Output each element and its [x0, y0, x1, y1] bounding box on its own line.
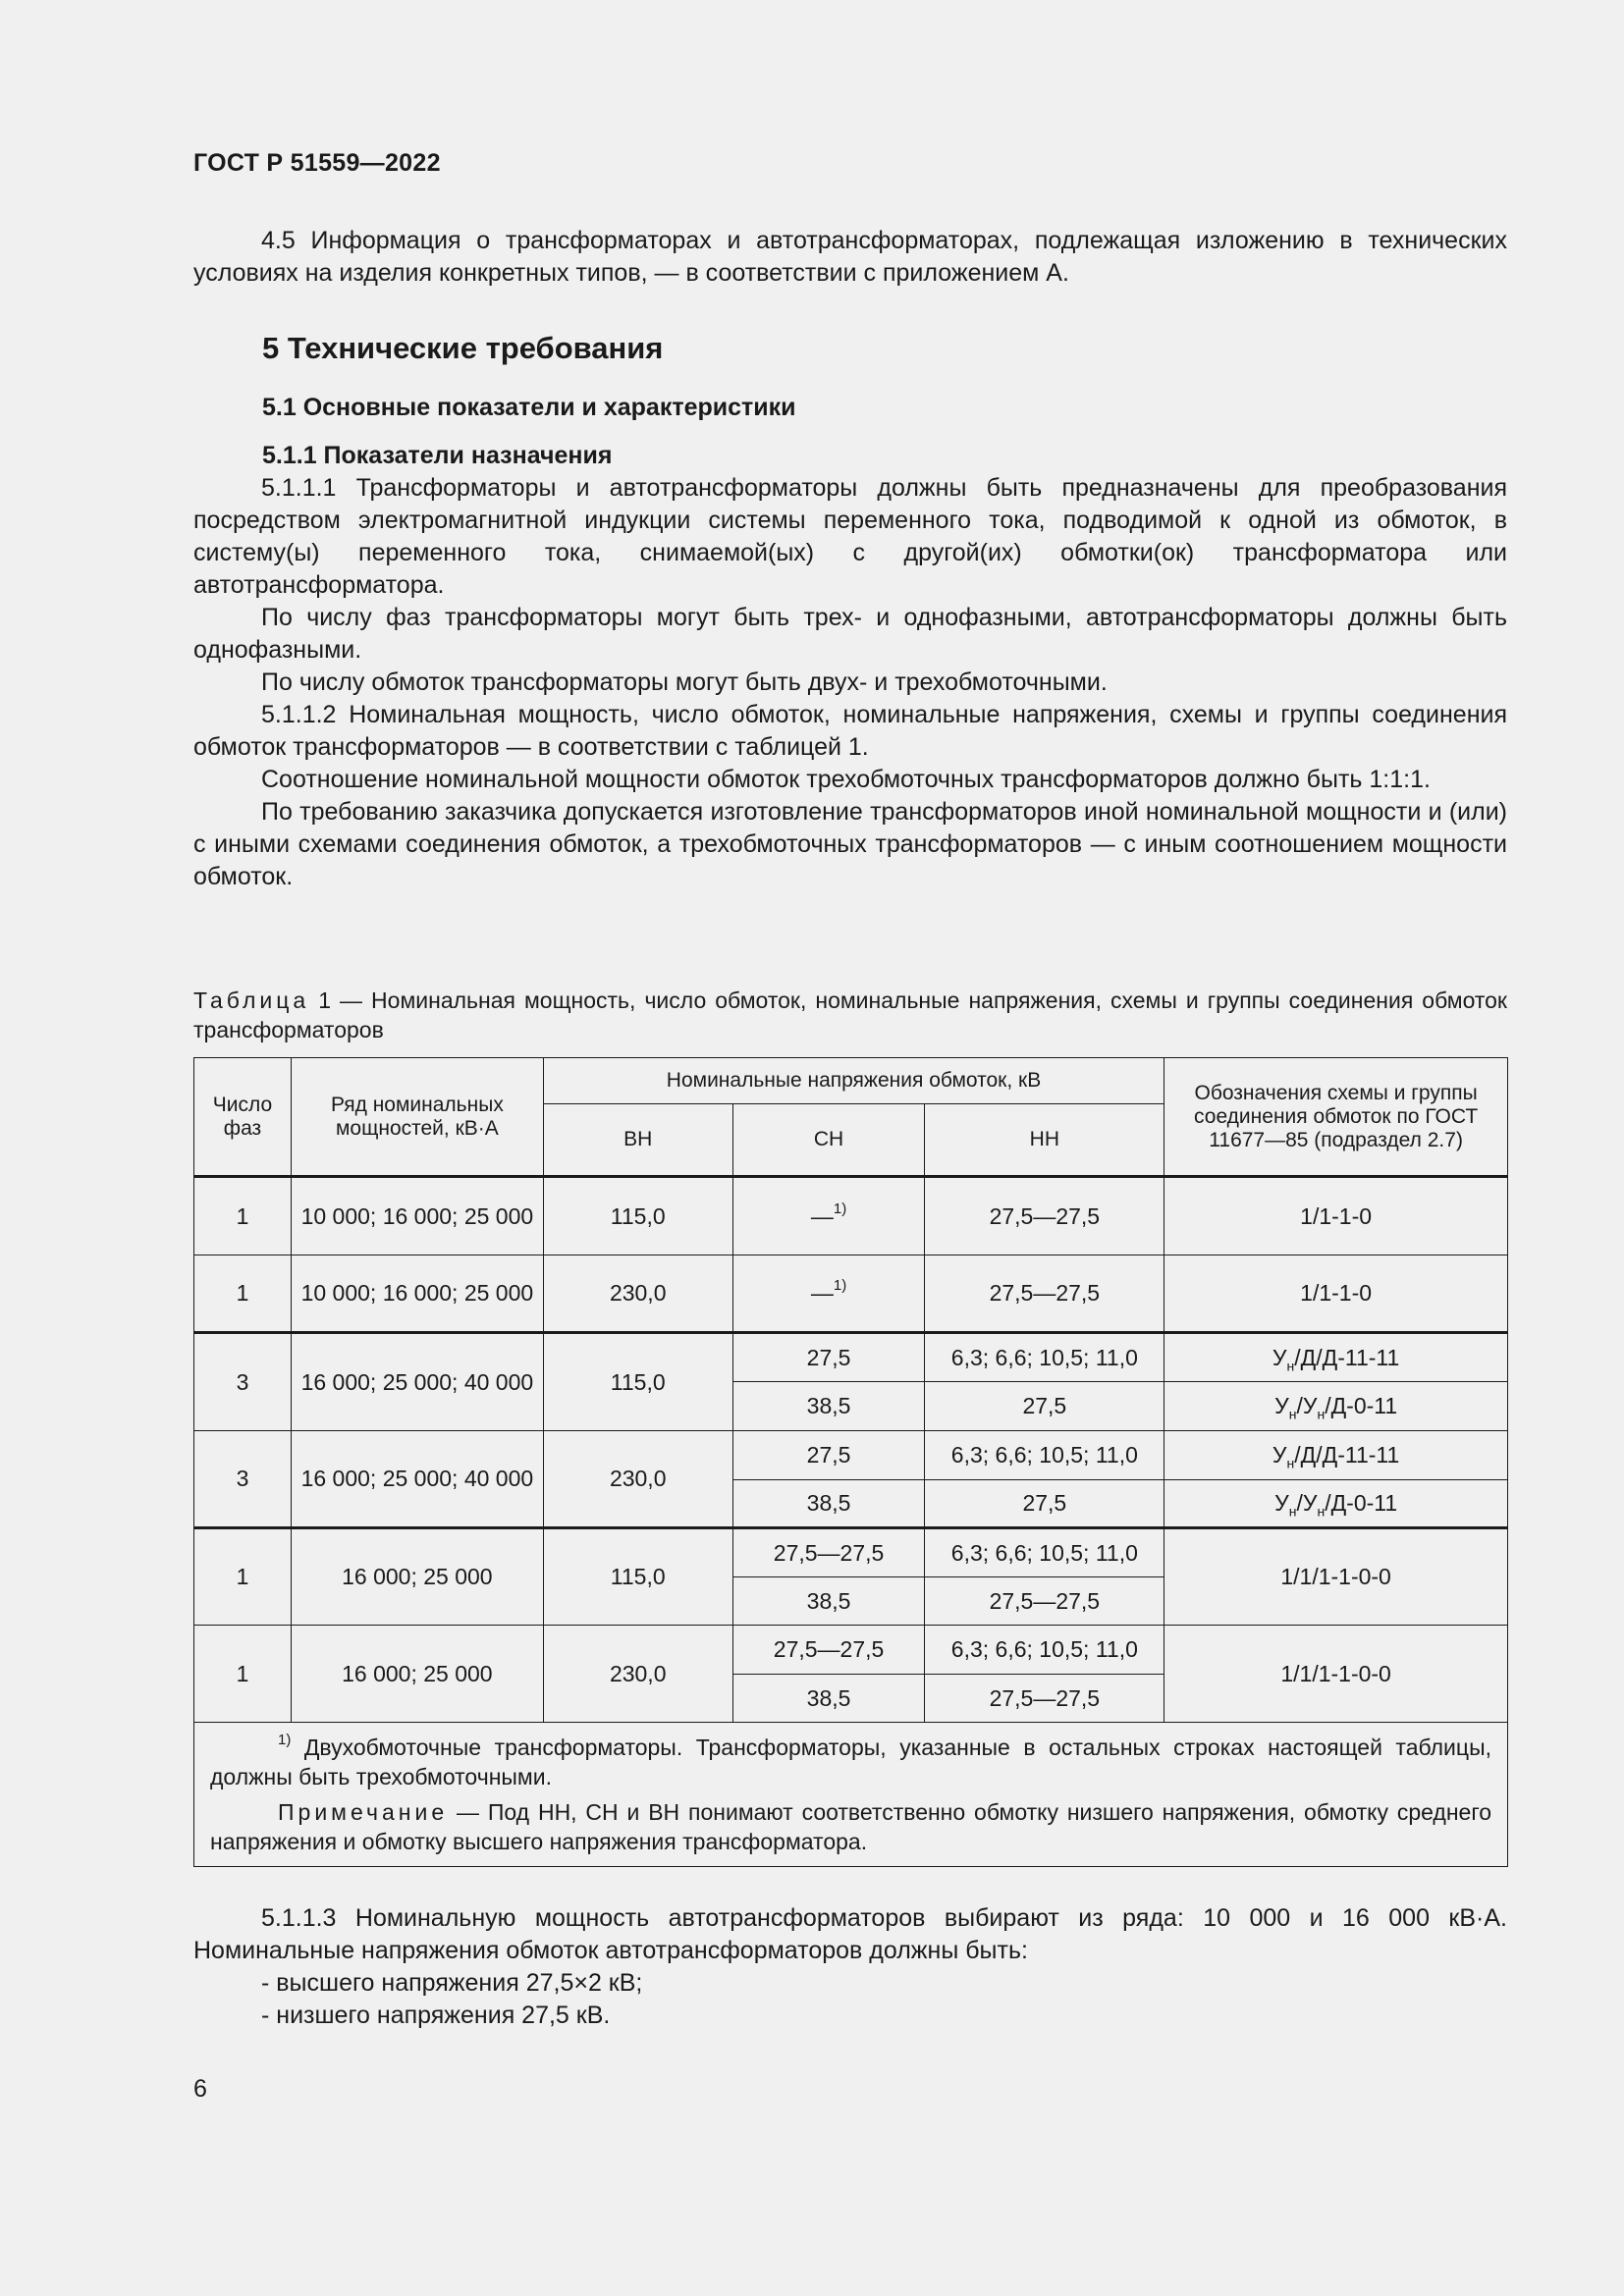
footnote-marker: 1)	[833, 1277, 847, 1295]
list-item: - высшего напряжения 27,5×2 кВ;	[261, 1969, 643, 1997]
cell-vn: 115,0	[543, 1177, 732, 1255]
table-row	[194, 1255, 1508, 1333]
cell-vn: 115,0	[543, 1333, 732, 1431]
cell-nn: 6,3; 6,6; 10,5; 11,0	[925, 1333, 1164, 1382]
cell-phases: 1	[194, 1177, 292, 1255]
cell-sn: 27,5—27,5	[732, 1528, 925, 1577]
intro-paragraph-block	[193, 225, 1507, 290]
subsection-5-1-title: 5.1 Основные показатели и характеристики	[262, 394, 796, 421]
cell-sn: —$^{1)}$	[732, 1177, 925, 1255]
cell-vn: 230,0	[543, 1626, 732, 1723]
cell-sn: 38,5	[732, 1577, 925, 1626]
section-5-body	[193, 472, 1507, 893]
header-vn: ВН	[543, 1104, 732, 1177]
table-row	[194, 1431, 1508, 1480]
cell-vn: 115,0	[543, 1528, 732, 1626]
paragraph: 5.1.1.2 Номинальная мощность, число обмоток, номинальные напряжения, схемы и группы соединения обмоток трансформаторов — в соответствии с таблицей 1.	[193, 701, 1507, 761]
table-footnote: $^{1)}$ Двухобмоточные трансформаторы. Трансформаторы, указанные в остальных строках настоящей таблицы, должны быть трехобмоточными.	[210, 1732, 1491, 1789]
cell-nn: 6,3; 6,6; 10,5; 11,0	[925, 1528, 1164, 1577]
cell-power: 10 000; 16 000; 25 000	[291, 1255, 543, 1333]
table-caption-label: Таблица	[193, 988, 310, 1013]
cell-sn: 38,5	[732, 1480, 925, 1528]
cell-scheme: 1/1/1-1-0-0	[1164, 1528, 1508, 1626]
header-phases: Число фаз	[194, 1058, 292, 1177]
cell-power: 16 000; 25 000	[291, 1626, 543, 1723]
cell-scheme: $У_н/У_н/Д-0-11$	[1164, 1382, 1508, 1431]
section-5-title: 5 Технические требования	[262, 331, 664, 365]
table-caption-text: 1 — Номинальная мощность, число обмоток, номинальные напряжения, схемы и группы соединения обмоток трансформаторов	[193, 988, 1507, 1042]
paragraph: По требованию заказчика допускается изготовление трансформаторов иной номинальной мощности и (или) с иными схемами соединения обмоток, а трехобмоточных трансформаторов — с иным соотношением мощности обмоток.	[193, 798, 1507, 890]
after-table-body	[193, 1902, 1507, 2032]
table-row	[194, 1333, 1508, 1382]
cell-vn: 230,0	[543, 1431, 732, 1528]
list-item: - низшего напряжения 27,5 кВ.	[261, 2002, 611, 2029]
cell-scheme: $У_н/Д/Д-11-11$	[1164, 1333, 1508, 1382]
subsection-5-1-1-title: 5.1.1 Показатели назначения	[262, 442, 613, 469]
paragraph: 5.1.1.1 Трансформаторы и автотрансформаторы должны быть предназначены для преобразования посредством электромагнитной индукции системы переменного тока, подводимой к одной из обмоток, в систему(ы) переменного тока, снимаемой(ых) с другой(их) обмотки(ок) трансформатора или автотрансформатора.	[193, 474, 1507, 599]
paragraph-5-1-1-3: 5.1.1.3 Номинальную мощность автотрансформаторов выбирают из ряда: 10 000 и 16 000 кВ·А. Номинальные напряжения обмоток автотрансформаторов должны быть:	[193, 1904, 1507, 1964]
cell-nn: 27,5—27,5	[925, 1577, 1164, 1626]
footnote-marker: 1)	[278, 1732, 292, 1749]
paragraph: Соотношение номинальной мощности обмоток трехобмоточных трансформаторов должно быть 1:1:1.	[261, 766, 1431, 793]
cell-scheme: $У_н/Д/Д-11-11$	[1164, 1431, 1508, 1480]
cell-phases: 3	[194, 1431, 292, 1528]
cell-nn: 27,5	[925, 1382, 1164, 1431]
table-row	[194, 1626, 1508, 1675]
cell-power: 16 000; 25 000	[291, 1528, 543, 1626]
table-notes-row	[194, 1723, 1508, 1867]
cell-nn: 6,3; 6,6; 10,5; 11,0	[925, 1431, 1164, 1480]
cell-sn: 27,5	[732, 1333, 925, 1382]
table-notes	[194, 1723, 1508, 1867]
header-scheme: Обозначения схемы и группы соединения обмоток по ГОСТ 11677—85 (подраздел 2.7)	[1164, 1058, 1508, 1177]
cell-sn: 38,5	[732, 1382, 925, 1431]
cell-sn: 38,5	[732, 1675, 925, 1723]
header-nn: НН	[925, 1104, 1164, 1177]
cell-sn: —$^{1)}$	[732, 1255, 925, 1333]
table-row	[194, 1177, 1508, 1255]
paragraph-4-5: 4.5 Информация о трансформаторах и автотрансформаторах, подлежащая изложению в технических условиях на изделия конкретных типов, — в соответствии с приложением А.	[193, 227, 1507, 287]
cell-scheme: 1/1-1-0	[1164, 1177, 1508, 1255]
cell-phases: 1	[194, 1528, 292, 1626]
cell-phases: 3	[194, 1333, 292, 1431]
header-voltages: Номинальные напряжения обмоток, кВ	[543, 1058, 1164, 1104]
cell-scheme: $У_н/У_н/Д-0-11$	[1164, 1480, 1508, 1528]
document-code: ГОСТ Р 51559—2022	[193, 149, 441, 177]
header-power: Ряд номинальных мощностей, кВ·А	[291, 1058, 543, 1177]
table-note: Примечание — Под НН, СН и ВН понимают соответственно обмотку низшего напряжения, обмотку среднего напряжения и обмотку высшего напряжения трансформатора.	[210, 1799, 1491, 1854]
cell-sn: 27,5	[732, 1431, 925, 1480]
table-row	[194, 1528, 1508, 1577]
paragraph: По числу обмоток трансформаторы могут быть двух- и трехобмоточными.	[261, 668, 1108, 696]
cell-power: 16 000; 25 000; 40 000	[291, 1431, 543, 1528]
cell-vn: 230,0	[543, 1255, 732, 1333]
cell-scheme: 1/1/1-1-0-0	[1164, 1626, 1508, 1723]
cell-nn: 27,5—27,5	[925, 1675, 1164, 1723]
header-sn: СН	[732, 1104, 925, 1177]
paragraph: По числу фаз трансформаторы могут быть трех- и однофазными, автотрансформаторы должны быть однофазными.	[193, 604, 1507, 664]
cell-phases: 1	[194, 1255, 292, 1333]
cell-power: 10 000; 16 000; 25 000	[291, 1177, 543, 1255]
cell-sn: 27,5—27,5	[732, 1626, 925, 1675]
cell-power: 16 000; 25 000; 40 000	[291, 1333, 543, 1431]
table-caption	[193, 986, 1507, 1044]
page-number: 6	[193, 2075, 207, 2103]
cell-nn: 6,3; 6,6; 10,5; 11,0	[925, 1626, 1164, 1675]
footnote-marker: 1)	[833, 1200, 847, 1217]
cell-phases: 1	[194, 1626, 292, 1723]
transformer-ratings-table	[193, 1057, 1508, 1867]
cell-nn: 27,5—27,5	[925, 1177, 1164, 1255]
cell-scheme: 1/1-1-0	[1164, 1255, 1508, 1333]
cell-nn: 27,5—27,5	[925, 1255, 1164, 1333]
cell-nn: 27,5	[925, 1480, 1164, 1528]
note-label: Примечание	[278, 1799, 449, 1825]
